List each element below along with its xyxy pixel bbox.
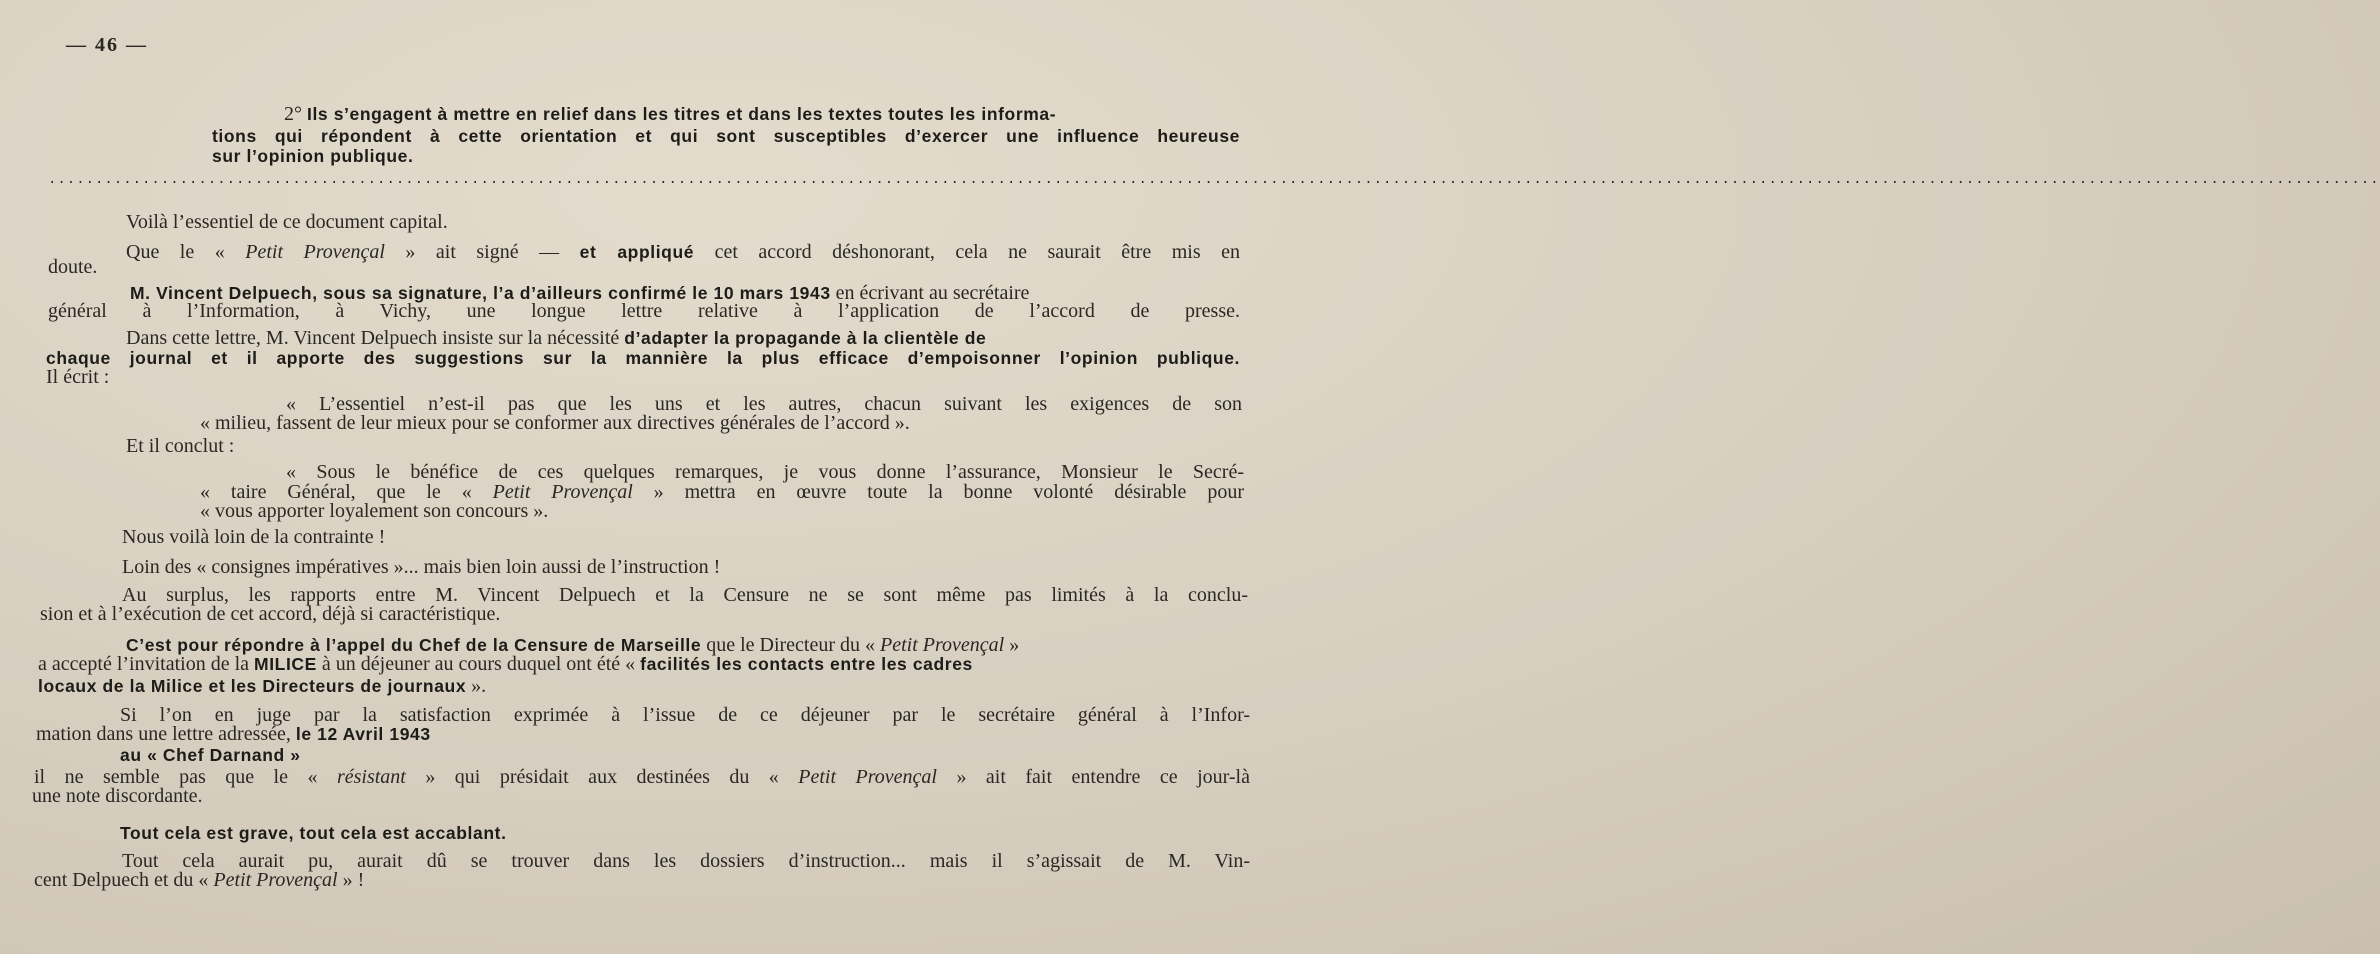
paragraph-satisfaction: Si l’on en juge par la satisfaction exprimée à l’issue de ce déjeuner par le secrétaire général à l’Infor-: [120, 704, 1250, 726]
quote-2-line-3: « vous apporter loyalement son concours ».: [200, 500, 549, 522]
paragraph-satisfaction-3: au « Chef Darnand »: [120, 745, 301, 765]
bold-run: facilités les contacts entre les cadres: [640, 654, 973, 674]
bold-run: d’adapter la propagande à la clientèle de: [624, 328, 987, 348]
bold-run: M. Vincent Delpuech, sous sa signature, l’a d’ailleurs confirmé le 10 mars 1943: [130, 283, 831, 303]
paragraph-satisfaction-5: une note discordante.: [32, 785, 203, 807]
bold-run: locaux de la Milice et les Directeurs de journaux: [38, 676, 467, 696]
text-run: mation dans une lettre adressée,: [36, 723, 296, 745]
paragraph-censure-3: [38, 675, 486, 697]
quote-1-line-2: « milieu, fassent de leur mieux pour se conformer aux directives générales de l’accord ».: [200, 412, 910, 434]
text-run: Dans cette lettre, M. Vincent Delpuech insiste sur la nécessité: [126, 327, 625, 349]
text-run: il ne semble pas que le «: [34, 766, 337, 788]
bold-run: le 12 Avril 1943: [295, 724, 431, 744]
clause-text: Ils s’engagent à mettre en relief dans les titres et dans les textes toutes les informa-: [307, 104, 1057, 124]
paragraph-contrainte: Nous voilà loin de la contrainte !: [122, 526, 386, 548]
paragraph-confirme-2: général à l’Information, à Vichy, une longue lettre relative à l’application de l’accord de presse.: [48, 300, 1240, 322]
text-run: en écrivant au secrétaire: [830, 282, 1030, 304]
text-run: » ait fait entendre ce jour-là: [936, 766, 1250, 788]
text-run: » qui présidait aux destinées du «: [405, 766, 799, 788]
text-run: à un déjeuner au cours duquel ont été «: [316, 653, 641, 675]
paragraph-lettre: [126, 327, 986, 349]
paragraph-signe: [126, 241, 1240, 263]
paragraph-dossiers: Tout cela aurait pu, aurait dû se trouver dans les dossiers d’instruction... mais il s’agissait de M. Vin-: [122, 850, 1250, 872]
paragraph-satisfaction-2: [36, 723, 431, 745]
clause-number: 2°: [284, 103, 307, 125]
newspaper-name: Petit Provençal: [245, 241, 385, 263]
bold-run: C’est pour répondre à l’appel du Chef de la Censure de Marseille: [126, 635, 702, 655]
text-run: » mettra en œuvre toute la bonne volonté désirable pour: [632, 481, 1244, 503]
paragraph-lettre-3: Il écrit :: [46, 366, 110, 388]
text-run: cet accord déshonorant, cela ne saurait être mis en: [694, 241, 1240, 263]
newspaper-name: Petit Provençal: [880, 634, 1005, 656]
paragraph-lettre-2: chaque journal et il apporte des suggestions sur la mannière la plus efficace d’empoisonner l’opinion publique.: [46, 348, 1240, 368]
paragraph-surplus-2: sion et à l’exécution de cet accord, déjà si caractéristique.: [40, 603, 501, 625]
text-run: » !: [337, 869, 365, 891]
paragraph-dossiers-2: [34, 869, 364, 891]
clause-line-1: [284, 103, 1056, 125]
newspaper-name: Petit Provençal: [492, 481, 633, 503]
newspaper-name: Petit Provençal: [798, 766, 937, 788]
page-number: — 46 —: [66, 34, 148, 56]
text-run: » ait signé —: [384, 241, 580, 263]
clause-line-2: tions qui répondent à cette orientation et qui sont susceptibles d’exercer une influence heureuse: [212, 126, 1240, 146]
paragraph-signe-end: doute.: [48, 256, 98, 278]
quote-1-line-1: « L’essentiel n’est-il pas que les uns et les autres, chacun suivant les exigences de son: [286, 393, 1242, 415]
italic-run: résistant: [336, 766, 406, 788]
bold-run: MILICE: [254, 654, 317, 674]
clause-line-3: sur l’opinion publique.: [212, 146, 414, 166]
text-run: « taire Général, que le «: [200, 481, 493, 503]
ellipsis-separator: ........................................................................................................................................................................................................................................................: [48, 172, 2380, 188]
text-run: a accepté l’invitation de la: [38, 653, 255, 675]
paragraph-essentiel: Voilà l’essentiel de ce document capital.: [126, 211, 448, 233]
text-run: »: [1004, 634, 1020, 656]
bold-run: et appliqué: [579, 242, 695, 262]
paragraph-conclut: Et il conclut :: [126, 435, 235, 457]
paragraph-accablant: Tout cela est grave, tout cela est accablant.: [120, 823, 507, 843]
newspaper-name: Petit Provençal: [213, 869, 338, 891]
text-run: Que le «: [126, 241, 246, 263]
paragraph-satisfaction-4: [34, 766, 1250, 788]
text-run: que le Directeur du «: [701, 634, 881, 656]
text-run: cent Delpuech et du «: [34, 869, 214, 891]
paragraph-consignes: Loin des « consignes impératives »... mais bien loin aussi de l’instruction !: [122, 556, 721, 578]
text-run: ».: [466, 675, 487, 697]
quote-2-line-1: « Sous le bénéfice de ces quelques remarques, je vous donne l’assurance, Monsieur le Secré-: [286, 461, 1244, 483]
paragraph-surplus: Au surplus, les rapports entre M. Vincent Delpuech et la Censure ne se sont même pas limités à la conclu-: [122, 584, 1248, 606]
paragraph-censure-2: [38, 653, 973, 675]
